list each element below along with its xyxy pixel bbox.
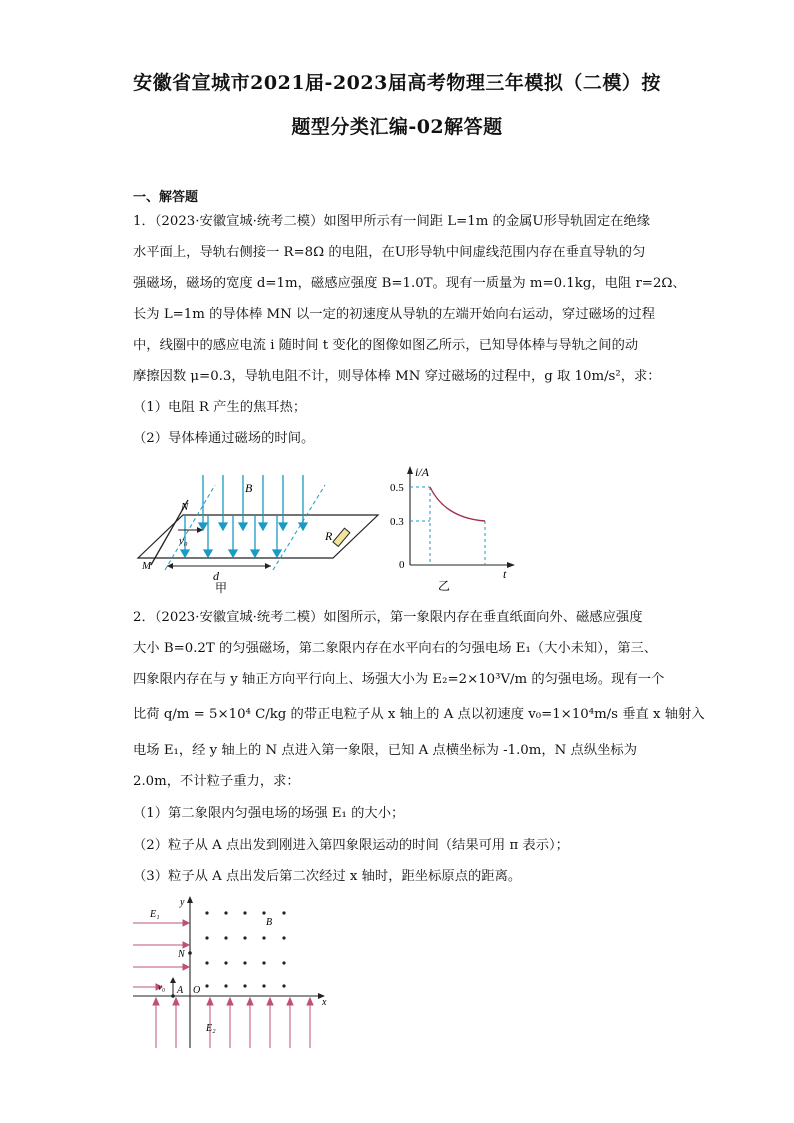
label-d: d (213, 569, 219, 583)
problem2-question-1: （1）第二象限内匀强电场的场强 E₁ 的大小； (133, 806, 405, 821)
figure-caption-jia: 甲 (215, 581, 228, 595)
problem1-line: 中，线圈中的感应电流 i 随时间 t 变化的图像如图乙所示，已知导体棒与导轨之间的动 (133, 338, 639, 353)
problem2-line: 2.0m，不计粒子重力，求： (133, 774, 300, 789)
y-axis-label: y (180, 897, 185, 908)
problem1-question-2: （2）导体棒通过磁场的时间。 (133, 431, 315, 446)
problem2-line: 大小 B=0.2T 的匀强磁场，第二象限内存在水平向右的匀强电场 E₁（大小未知），第三、 (133, 641, 658, 656)
problem1-line: 摩擦因数 μ=0.3，导轨电阻不计，则导体棒 MN 穿过磁场的过程中，g 取 10m/s²，求： (133, 369, 661, 384)
label-v0: v₀ (179, 535, 188, 547)
label-E1: E₁ (150, 909, 160, 920)
label-B: B (245, 481, 253, 495)
origin-label: 0 (399, 559, 405, 571)
problem2-question-2: （2）粒子从 A 点出发到刚进入第四象限运动的时间（结果可用 π 表示）； (133, 838, 569, 853)
problem2-line: 电场 E₁，经 y 轴上的 N 点进入第一象限，已知 A 点横坐标为 -1.0m，N 点纵坐标为 (133, 743, 638, 758)
label-M: M (142, 560, 152, 572)
figure-jia-rail-diagram (133, 470, 383, 595)
x-axis-label: x (322, 997, 327, 1008)
problem1-line: 强磁场，磁场的宽度 d=1m，磁感应强度 B=1.0T。现有一质量为 m=0.1kg，电阻 r=2Ω、 (133, 276, 686, 291)
document-title-line-1: 安徽省宣城市2021届-2023届高考物理三年模拟（二模）按 (133, 72, 661, 94)
figure-yi-current-graph (385, 460, 525, 595)
problem2-line: 比荷 q/m = 5×10⁴ C/kg 的带正电粒子从 x 轴上的 A 点以初速度 v₀=1×10⁴m/s 垂直 x 轴射入 (133, 707, 705, 722)
document-title-line-2: 题型分类汇编-02解答题 (291, 116, 503, 138)
label-E2: E₂ (206, 1023, 216, 1034)
label-A: A (177, 985, 184, 996)
tick-label-0.3: 0.3 (390, 516, 404, 528)
label-v0: v₀ (158, 982, 166, 992)
problem1-line: 1．（2023·安徽宣城·统考二模）如图甲所示有一间距 L=1m 的金属U形导轨固定在绝缘 (133, 214, 651, 229)
problem1-line: 长为 L=1m 的导体棒 MN 以一定的初速度从导轨的左端开始向右运动，穿过磁场的过程 (133, 307, 655, 322)
label-O: O (193, 985, 201, 996)
problem2-question-3: （3）粒子从 A 点出发后第二次经过 x 轴时，距坐标原点的距离。 (133, 869, 522, 884)
problem1-question-1: （1）电阻 R 产生的焦耳热； (133, 400, 307, 415)
label-R: R (325, 529, 333, 543)
x-axis-label: t (503, 567, 507, 581)
problem2-line: 四象限内存在与 y 轴正方向平行向上、场强大小为 E₂=2×10³V/m 的匀强电场。现有一个 (133, 672, 665, 687)
tick-label-0.5: 0.5 (390, 482, 404, 494)
problem1-line: 水平面上，导轨右侧接一 R=8Ω 的电阻，在U形导轨中间虚线范围内存在垂直导轨的匀 (133, 245, 646, 260)
label-B: B (266, 917, 273, 928)
figure-caption-yi: 乙 (438, 579, 451, 593)
label-N: N (178, 949, 185, 960)
y-axis-label: i/A (415, 465, 429, 479)
label-N: N (181, 501, 189, 513)
section-heading: 一、解答题 (133, 190, 199, 205)
figure-coordinate-field-diagram (128, 893, 338, 1053)
problem2-line: 2．（2023·安徽宣城·统考二模）如图所示，第一象限内存在垂直纸面向外、磁感应强度 (133, 610, 643, 625)
